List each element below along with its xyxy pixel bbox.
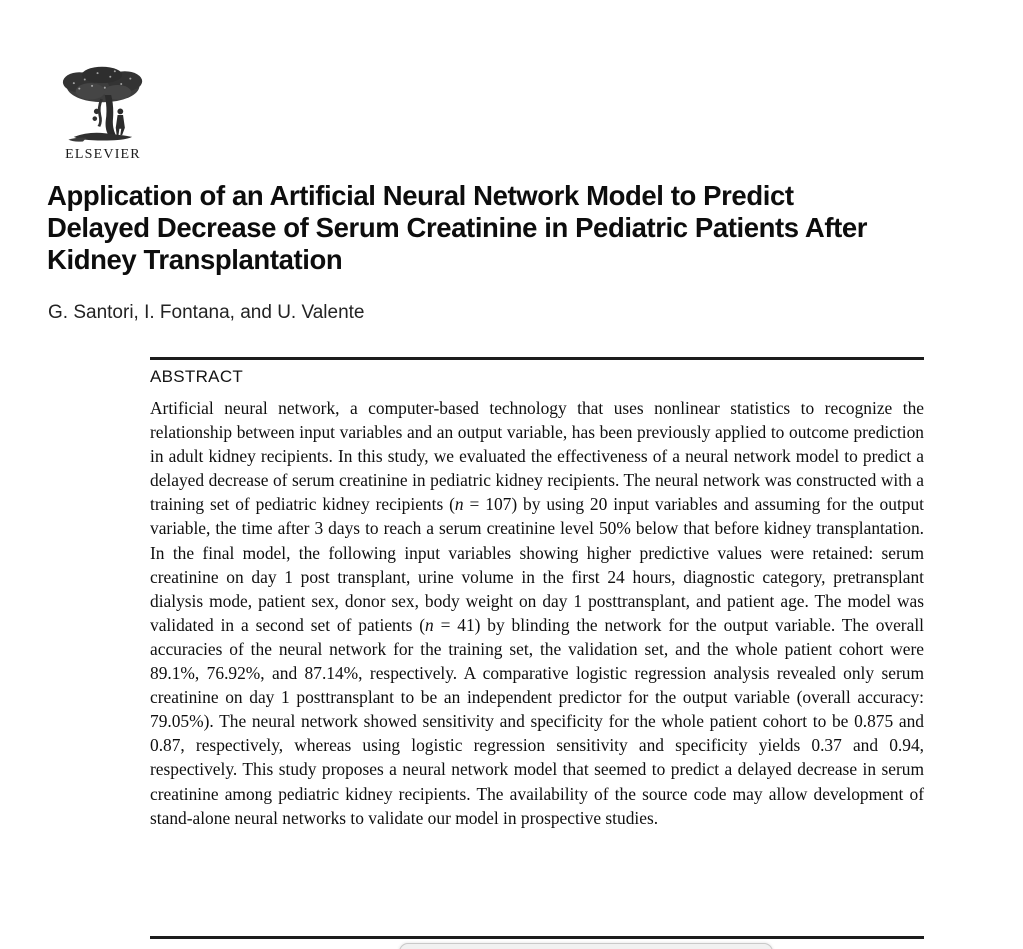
abstract-top-rule	[150, 357, 924, 360]
article-title-line-3: Kidney Transplantation	[47, 244, 343, 275]
abstract-text: Artificial neural network, a computer-based technology that uses nonlinear statistics to recognize the relationship between input variables and an output variable, has been previously applied to outcome prediction in adult kidney recipients. In this study, we evaluated the effectiveness of a neural network model to predict a delayed decrease of serum creatinine in pediatric kidney recipients. The neural network was constructed with a training set of pediatric kidney recipients (n = 107) by using 20 input variables and assuming for the output variable, the time after 3 days to reach a serum creatinine level 50% below that before kidney transplantation. In the final model, the following input variables showing higher predictive values were retained: serum creatinine on day 1 post transplant, urine volume in the first 24 hours, diagnostic category, pretransplant dialysis mode, patient sex, donor sex, body weight on day 1 posttransplant, and patient age. The model was validated in a second set of patients (n = 41) by blinding the network for the output variable. The overall accuracies of the neural network for the training set, the validation set, and the whole patient cohort were 89.1%, 76.92%, and 87.14%, respectively. A comparative logistic regression analysis revealed only serum creatinine on day 1 posttransplant to be an independent predictor for the output variable (overall accuracy: 79.05%). The neural network showed sensitivity and specificity for the whole patient cohort to be 0.875 and 0.87, respectively, whereas using logistic regression sensitivity and specificity yields 0.37 and 0.94, respectively. This study proposes a neural network model that seemed to predict a delayed decrease in serum creatinine among pediatric kidney recipients. The availability of the source code may allow development of stand-alone neural networks to validate our model in prospective studies.	[150, 398, 924, 828]
elsevier-logo	[53, 64, 153, 163]
article-title-line-1: Application of an Artificial Neural Network Model to Predict	[47, 180, 794, 211]
abstract-section	[150, 357, 924, 830]
article-title-line-2: Delayed Decrease of Serum Creatinine in Pediatric Patients After	[47, 212, 868, 243]
bottom-toolbar-peek[interactable]	[399, 943, 773, 949]
abstract-bottom-rule	[150, 936, 924, 939]
article-title	[47, 180, 977, 276]
abstract-heading: ABSTRACT	[150, 367, 244, 386]
authors-line: G. Santori, I. Fontana, and U. Valente	[48, 302, 365, 323]
elsevier-wordmark: ELSEVIER	[65, 147, 141, 162]
elsevier-tree-icon	[53, 64, 153, 146]
